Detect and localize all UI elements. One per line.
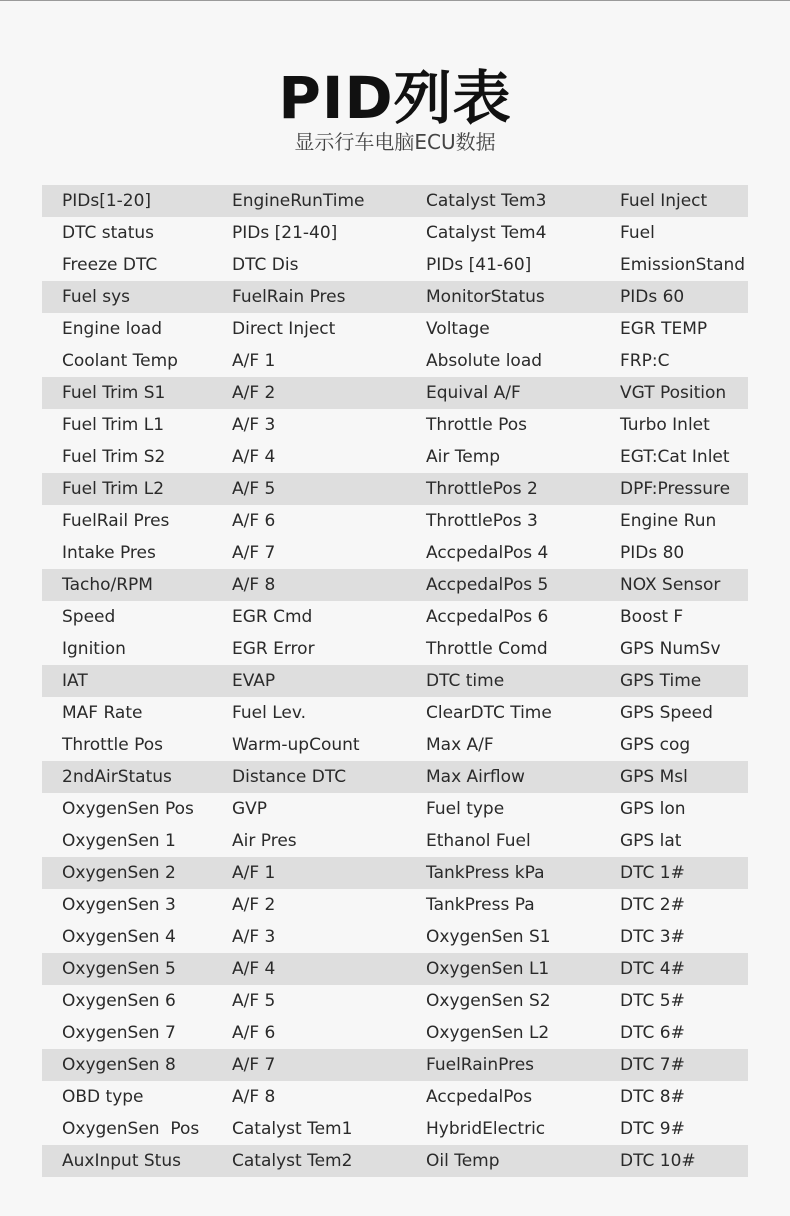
table-cell: DTC 9#	[620, 1119, 685, 1139]
table-cell: GPS NumSv	[620, 639, 721, 659]
table-cell: OxygenSen 4	[62, 927, 176, 947]
table-cell: OxygenSen 2	[62, 863, 176, 883]
table-cell: A/F 7	[232, 1055, 276, 1075]
table-cell: 2ndAirStatus	[62, 767, 172, 787]
table-cell: A/F 2	[232, 895, 276, 915]
table-cell: DTC 5#	[620, 991, 685, 1011]
table-cell: HybridElectric	[426, 1119, 546, 1139]
table-cell: Fuel Trim L2	[62, 479, 165, 499]
table-cell: Fuel Lev.	[232, 703, 306, 723]
table-cell: Fuel Trim L1	[62, 415, 165, 435]
table-cell: Engine load	[62, 319, 162, 339]
table-row	[42, 569, 748, 601]
table-cell: EGR TEMP	[620, 319, 708, 339]
table-row	[42, 857, 748, 889]
table-row	[42, 889, 748, 921]
table-cell: EngineRunTime	[232, 191, 365, 211]
table-cell: ThrottlePos 3	[426, 511, 538, 531]
table-cell: Intake Pres	[62, 543, 156, 563]
table-cell: GVP	[232, 799, 268, 819]
table-cell: A/F 7	[232, 543, 276, 563]
table-cell: MAF Rate	[62, 703, 143, 723]
table-cell: Ignition	[62, 639, 126, 659]
table-cell: ThrottlePos 2	[426, 479, 538, 499]
table-cell: Coolant Temp	[62, 351, 178, 371]
table-cell: A/F 5	[232, 479, 276, 499]
table-row	[42, 1113, 748, 1145]
table-cell: PIDs [41-60]	[426, 255, 532, 275]
table-cell: PIDs 80	[620, 543, 685, 563]
table-row	[42, 697, 748, 729]
table-cell: EGR Cmd	[232, 607, 313, 627]
table-cell: OxygenSen S2	[426, 991, 551, 1011]
table-cell: A/F 8	[232, 1087, 276, 1107]
table-cell: OxygenSen Pos	[62, 1119, 200, 1139]
table-row	[42, 313, 748, 345]
table-cell: Distance DTC	[232, 767, 347, 787]
table-cell: AccpedalPos 6	[426, 607, 549, 627]
table-cell: DPF:Pressure	[620, 479, 731, 499]
table-cell: GPS cog	[620, 735, 691, 755]
table-cell: VGT Position	[620, 383, 727, 403]
table-cell: A/F 4	[232, 959, 276, 979]
table-row	[42, 249, 748, 281]
table-cell: AccpedalPos 4	[426, 543, 549, 563]
table-row	[42, 729, 748, 761]
table-cell: Catalyst Tem1	[232, 1119, 353, 1139]
table-row	[42, 377, 748, 409]
table-row	[42, 601, 748, 633]
table-row	[42, 441, 748, 473]
table-cell: OxygenSen 1	[62, 831, 176, 851]
table-cell: FRP:C	[620, 351, 670, 371]
table-cell: A/F 1	[232, 351, 276, 371]
table-cell: Max Airflow	[426, 767, 525, 787]
table-cell: AuxInput Stus	[62, 1151, 181, 1171]
table-cell: Air Temp	[426, 447, 501, 467]
table-cell: Fuel	[620, 223, 655, 243]
table-cell: Fuel sys	[62, 287, 130, 307]
table-cell: Absolute load	[426, 351, 543, 371]
table-cell: DTC 2#	[620, 895, 685, 915]
table-cell: A/F 8	[232, 575, 276, 595]
table-cell: Turbo Inlet	[620, 415, 710, 435]
table-cell: DTC 7#	[620, 1055, 685, 1075]
page-title: PID列表	[278, 64, 512, 132]
table-cell: GPS lon	[620, 799, 686, 819]
table-cell: AccpedalPos	[426, 1087, 533, 1107]
page-subtitle: 显示行车电脑ECU数据	[294, 130, 496, 154]
table-cell: Direct Inject	[232, 319, 336, 339]
table-cell: MonitorStatus	[426, 287, 545, 307]
table-cell: Ethanol Fuel	[426, 831, 531, 851]
table-cell: DTC 3#	[620, 927, 685, 947]
pid-table	[42, 185, 748, 1177]
table-row	[42, 1081, 748, 1113]
table-cell: Max A/F	[426, 735, 494, 755]
table-cell: Engine Run	[620, 511, 717, 531]
table-cell: A/F 2	[232, 383, 276, 403]
table-cell: Catalyst Tem3	[426, 191, 547, 211]
table-cell: OxygenSen L1	[426, 959, 550, 979]
table-cell: DTC 4#	[620, 959, 685, 979]
table-cell: DTC 6#	[620, 1023, 685, 1043]
table-cell: A/F 4	[232, 447, 276, 467]
table-cell: NOX Sensor	[620, 575, 721, 595]
table-cell: OxygenSen 5	[62, 959, 176, 979]
table-cell: EGT:Cat Inlet	[620, 447, 730, 467]
table-row	[42, 921, 748, 953]
table-row	[42, 953, 748, 985]
table-cell: A/F 5	[232, 991, 276, 1011]
table-row	[42, 633, 748, 665]
table-row	[42, 537, 748, 569]
table-row	[42, 1145, 748, 1177]
table-cell: Air Pres	[232, 831, 297, 851]
table-cell: GPS Speed	[620, 703, 713, 723]
top-divider	[0, 0, 790, 1]
table-cell: Throttle Pos	[62, 735, 163, 755]
table-cell: AccpedalPos 5	[426, 575, 549, 595]
table-row	[42, 793, 748, 825]
table-cell: Throttle Pos	[426, 415, 527, 435]
table-cell: GPS Msl	[620, 767, 688, 787]
table-row	[42, 761, 748, 793]
table-cell: OxygenSen 6	[62, 991, 176, 1011]
table-cell: Fuel Inject	[620, 191, 708, 211]
table-cell: OxygenSen 8	[62, 1055, 176, 1075]
table-cell: PIDs [21-40]	[232, 223, 338, 243]
table-cell: Freeze DTC	[62, 255, 158, 275]
table-cell: A/F 3	[232, 927, 276, 947]
table-cell: Fuel Trim S1	[62, 383, 166, 403]
table-cell: EmissionStand	[620, 255, 746, 275]
table-row	[42, 825, 748, 857]
table-cell: GPS lat	[620, 831, 682, 851]
table-cell: Warm-upCount	[232, 735, 360, 755]
table-cell: Fuel Trim S2	[62, 447, 166, 467]
table-cell: A/F 6	[232, 1023, 276, 1043]
table-cell: FuelRain Pres	[232, 287, 346, 307]
table-cell: A/F 6	[232, 511, 276, 531]
table-cell: PIDs 60	[620, 287, 685, 307]
table-row	[42, 985, 748, 1017]
table-cell: Equival A/F	[426, 383, 521, 403]
table-cell: DTC 10#	[620, 1151, 696, 1171]
table-row	[42, 505, 748, 537]
table-row	[42, 409, 748, 441]
table-cell: FuelRail Pres	[62, 511, 170, 531]
table-cell: OxygenSen 3	[62, 895, 176, 915]
table-cell: A/F 3	[232, 415, 276, 435]
table-row	[42, 185, 748, 217]
table-cell: OxygenSen S1	[426, 927, 551, 947]
table-cell: PIDs[1-20]	[62, 191, 152, 211]
table-cell: Catalyst Tem4	[426, 223, 547, 243]
table-cell: DTC status	[62, 223, 154, 243]
table-cell: Speed	[62, 607, 116, 627]
table-row	[42, 473, 748, 505]
table-cell: OxygenSen L2	[426, 1023, 550, 1043]
table-cell: Voltage	[426, 319, 490, 339]
table-cell: OxygenSen Pos	[62, 799, 194, 819]
table-cell: Catalyst Tem2	[232, 1151, 353, 1171]
table-row	[42, 345, 748, 377]
table-row	[42, 281, 748, 313]
table-cell: Fuel type	[426, 799, 505, 819]
table-cell: OxygenSen 7	[62, 1023, 176, 1043]
table-cell: ClearDTC Time	[426, 703, 552, 723]
table-row	[42, 1049, 748, 1081]
table-cell: TankPress kPa	[426, 863, 545, 883]
table-cell: TankPress Pa	[426, 895, 535, 915]
table-cell: DTC 1#	[620, 863, 685, 883]
table-cell: Oil Temp	[426, 1151, 500, 1171]
table-row	[42, 665, 748, 697]
table-cell: FuelRainPres	[426, 1055, 535, 1075]
table-row	[42, 217, 748, 249]
table-cell: DTC Dis	[232, 255, 299, 275]
table-cell: Throttle Comd	[426, 639, 548, 659]
table-cell: Tacho/RPM	[62, 575, 153, 595]
table-cell: A/F 1	[232, 863, 276, 883]
table-cell: DTC 8#	[620, 1087, 685, 1107]
table-cell: EGR Error	[232, 639, 315, 659]
table-row	[42, 1017, 748, 1049]
table-cell: Boost F	[620, 607, 684, 627]
table-cell: IAT	[62, 671, 88, 691]
table-cell: DTC time	[426, 671, 505, 691]
table-cell: OBD type	[62, 1087, 144, 1107]
table-cell: GPS Time	[620, 671, 702, 691]
table-cell: EVAP	[232, 671, 276, 691]
